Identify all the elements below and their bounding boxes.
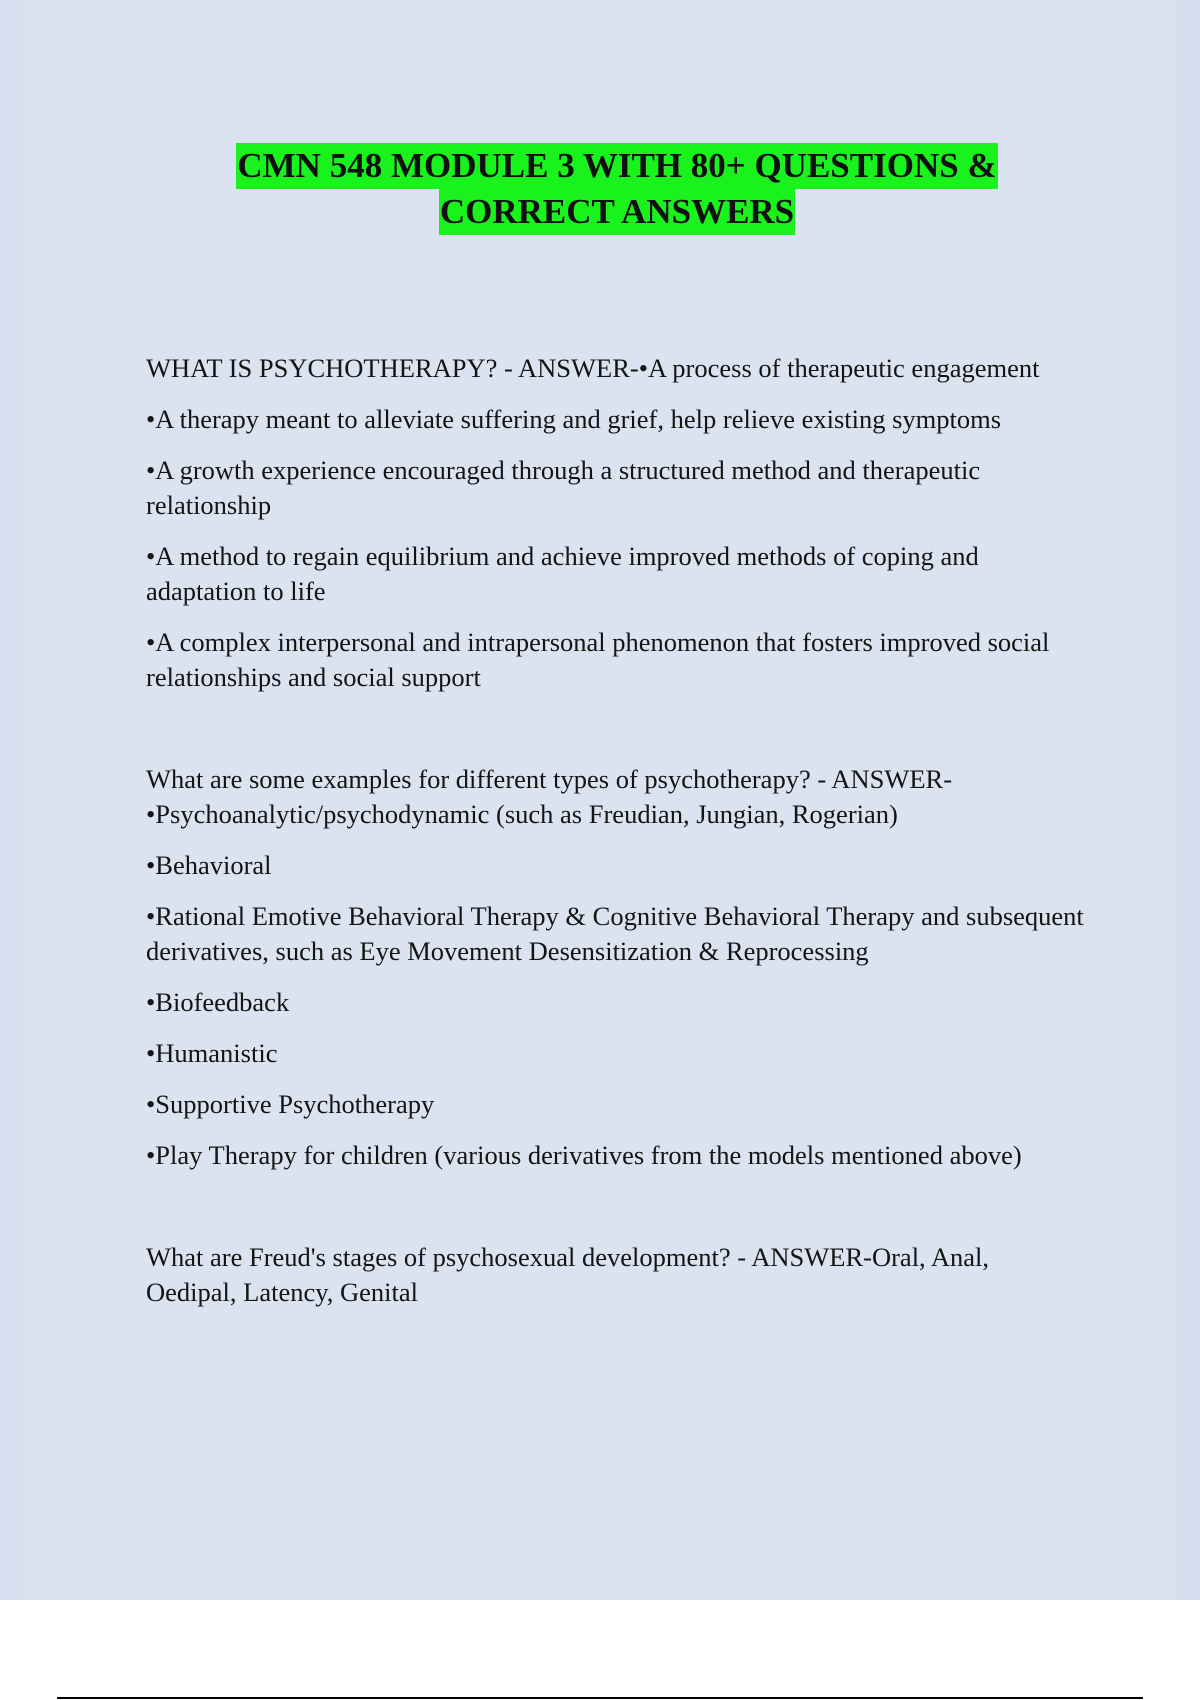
page-edge-left [0,0,24,1600]
qa-answer-bullet: •A complex interpersonal and intrapersonal phenomenon that fosters improved social relationships and social support [146,627,1050,692]
qa-answer-bullet: •A therapy meant to alleviate suffering and grief, help relieve existing symptoms [146,404,1002,434]
page-edge-right [1176,0,1200,1600]
qa-item-freud [146,1240,1086,1310]
qa-question-line: What are Freud's stages of psychosexual development? - ANSWER-Oral, Anal, Oedipal, Latency, Genital [146,1242,989,1307]
qa-answer-bullet: •A method to regain equilibrium and achieve improved methods of coping and adaptation to life [146,541,979,606]
qa-item-psychotherapy [146,351,1086,695]
qa-spacer [146,1189,1086,1240]
qa-question-line: WHAT IS PSYCHOTHERAPY? - ANSWER-•A process of therapeutic engagement [146,353,1040,383]
footer-divider [57,1697,1143,1699]
qa-answer-bullet: •Behavioral [146,850,272,880]
qa-answer-bullet: •Play Therapy for children (various derivatives from the models mentioned above) [146,1140,1022,1170]
document-title [0,143,1200,235]
qa-spacer [146,711,1086,762]
title-line: CMN 548 MODULE 3 WITH 80+ QUESTIONS & [236,143,997,189]
qa-question-line: What are some examples for different types of psychotherapy? - ANSWER-•Psychoanalytic/psychodynamic (such as Freudian, Jungian, Rogerian) [146,764,953,829]
qa-item-types [146,762,1086,1173]
qa-answer-bullet: •Supportive Psychotherapy [146,1089,435,1119]
qa-answer-bullet: •Rational Emotive Behavioral Therapy & Cognitive Behavioral Therapy and subsequent derivatives, such as Eye Movement Desensitization & Reprocessing [146,901,1084,966]
qa-content [146,351,1086,1326]
qa-answer-bullet: •Humanistic [146,1038,278,1068]
qa-answer-bullet: •A growth experience encouraged through a structured method and therapeutic relationship [146,455,981,520]
qa-answer-bullet: •Biofeedback [146,987,290,1017]
title-line: CORRECT ANSWERS [439,189,795,235]
